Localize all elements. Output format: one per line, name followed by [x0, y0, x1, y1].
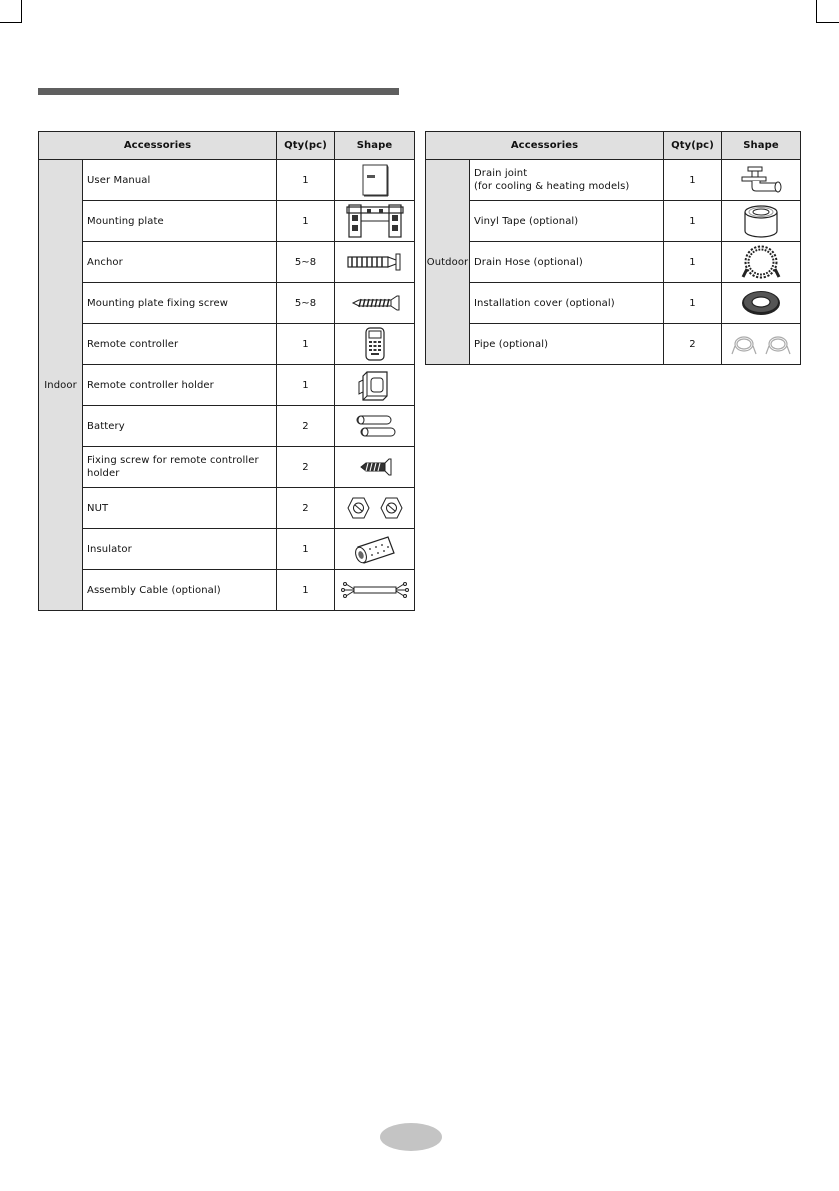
- item-name: Pipe (optional): [470, 324, 664, 365]
- item-qty: 1: [277, 201, 335, 242]
- table-row: [39, 488, 415, 529]
- item-name: Assembly Cable (optional): [83, 570, 277, 611]
- item-name: Mounting plate: [83, 201, 277, 242]
- item-qty: 1: [664, 242, 722, 283]
- item-name: NUT: [83, 488, 277, 529]
- header-qty: Qty(pc): [664, 132, 722, 160]
- header-shape: Shape: [335, 132, 415, 160]
- item-name: Battery: [83, 406, 277, 447]
- group-label-outdoor: Outdoor: [426, 160, 470, 365]
- table-row: [39, 570, 415, 611]
- insulator-icon: [350, 533, 400, 565]
- item-qty: 1: [664, 160, 722, 201]
- remote-controller-icon: [364, 327, 386, 361]
- battery-icon: [351, 413, 399, 439]
- table-row: [39, 242, 415, 283]
- item-qty: 1: [277, 324, 335, 365]
- nut-icon: [342, 495, 408, 521]
- header-accessories: Accessories: [39, 132, 277, 160]
- table-row: [426, 242, 801, 283]
- table-row: [39, 324, 415, 365]
- outdoor-accessories-table: [425, 131, 801, 365]
- item-qty: 2: [277, 488, 335, 529]
- table-row: [426, 324, 801, 365]
- item-name: Insulator: [83, 529, 277, 570]
- item-name: Mounting plate fixing screw: [83, 283, 277, 324]
- screw-icon: [347, 294, 403, 312]
- indoor-accessories-table: [38, 131, 415, 611]
- table-row: [426, 160, 801, 201]
- item-name: Installation cover (optional): [470, 283, 664, 324]
- remote-holder-icon: [357, 368, 393, 402]
- table-row: [39, 160, 415, 201]
- item-name: Remote controller holder: [83, 365, 277, 406]
- table-header-row: [39, 132, 415, 160]
- item-name: Remote controller: [83, 324, 277, 365]
- short-screw-icon: [355, 457, 395, 477]
- item-qty: 1: [277, 160, 335, 201]
- table-row: [39, 447, 415, 488]
- table-header-row: [426, 132, 801, 160]
- item-name-line1: Drain joint: [474, 168, 528, 179]
- item-qty: 1: [277, 365, 335, 406]
- item-qty: 5~8: [277, 283, 335, 324]
- group-label-indoor: Indoor: [39, 160, 83, 611]
- table-row: [39, 529, 415, 570]
- vinyl-tape-icon: [741, 203, 781, 239]
- section-title-bar: [38, 88, 399, 95]
- table-row: [39, 406, 415, 447]
- cable-icon: [340, 580, 410, 600]
- item-qty: 2: [277, 447, 335, 488]
- drain-hose-icon: [739, 243, 783, 281]
- item-qty: 5~8: [277, 242, 335, 283]
- user-manual-icon: [361, 163, 389, 197]
- item-name-line2: (for cooling & heating models): [474, 181, 630, 192]
- item-name: Anchor: [83, 242, 277, 283]
- header-accessories: Accessories: [426, 132, 664, 160]
- item-qty: 2: [277, 406, 335, 447]
- installation-cover-icon: [739, 288, 783, 318]
- item-name: Vinyl Tape (optional): [470, 201, 664, 242]
- crop-mark-top-right: [816, 0, 839, 23]
- header-shape: Shape: [722, 132, 801, 160]
- drain-joint-icon: [736, 165, 786, 195]
- crop-mark-top-left: [0, 0, 22, 23]
- page-number-badge: [380, 1123, 442, 1151]
- item-name: User Manual: [83, 160, 277, 201]
- anchor-icon: [344, 252, 406, 272]
- item-qty: 2: [664, 324, 722, 365]
- table-row: [39, 365, 415, 406]
- table-row: [426, 283, 801, 324]
- pipe-icon: [728, 330, 794, 358]
- table-row: [426, 201, 801, 242]
- item-qty: 1: [277, 529, 335, 570]
- item-name: Fixing screw for remote controller holder: [83, 447, 277, 488]
- header-qty: Qty(pc): [277, 132, 335, 160]
- item-name: Drain Hose (optional): [470, 242, 664, 283]
- item-qty: 1: [664, 201, 722, 242]
- table-row: [39, 283, 415, 324]
- item-qty: 1: [277, 570, 335, 611]
- mounting-plate-icon: [345, 203, 405, 239]
- table-row: [39, 201, 415, 242]
- item-qty: 1: [664, 283, 722, 324]
- item-name: [470, 160, 664, 201]
